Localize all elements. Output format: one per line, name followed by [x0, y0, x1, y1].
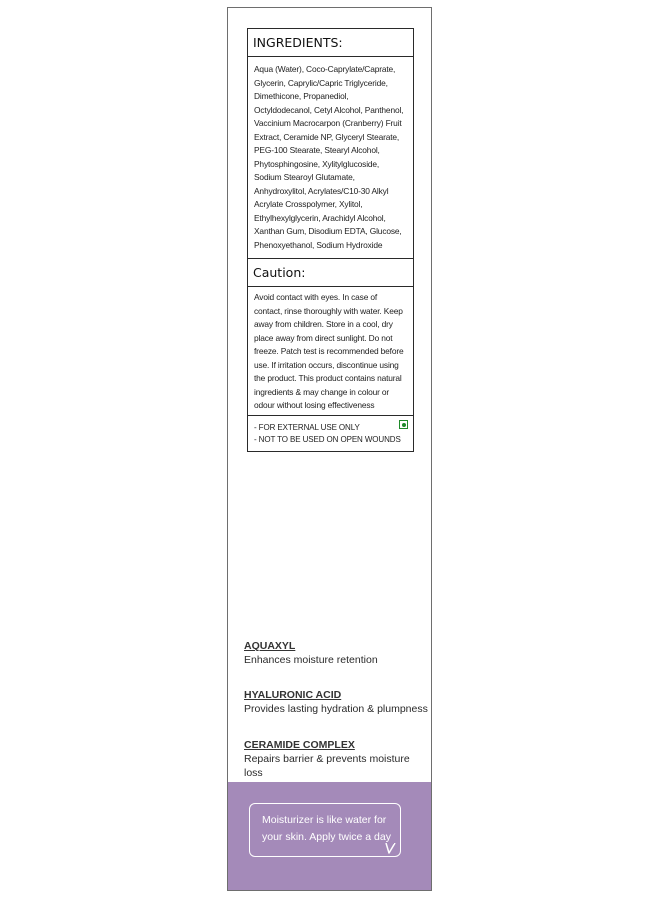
- feature-ceramide-complex: [244, 738, 429, 780]
- feature-name: CERAMIDE COMPLEX: [244, 739, 355, 751]
- feature-hyaluronic-acid: [244, 688, 429, 716]
- tagline-line-2: your skin. Apply twice a day: [262, 831, 391, 843]
- vegetarian-mark-icon: [399, 420, 408, 429]
- caution-heading: Caution:: [248, 258, 413, 287]
- warning-open-wounds: - NOT TO BE USED ON OPEN WOUNDS: [254, 435, 401, 444]
- ingredients-caution-box: [247, 28, 414, 452]
- feature-description: Enhances moisture retention: [244, 654, 378, 666]
- warning-list: [248, 415, 413, 451]
- speech-bubble-tail-icon: [385, 843, 397, 855]
- tagline-band: [228, 782, 431, 890]
- ingredients-heading: INGREDIENTS:: [248, 29, 413, 57]
- ingredients-text: Aqua (Water), Coco-Caprylate/Caprate, Glycerin, Caprylic/Capric Triglyceride, Dimethicone, Propanediol, Octyldodecanol, Cetyl Alcohol, Panthenol, Vaccinium Macrocarpon (Cranberry) Fruit Extract, Ceramide NP, Glyceryl Stearate, PEG-100 Stearate, Stearyl Alcohol, Phytosphingosine, Xylitylglucoside, Sodium Stearoyl Glutamate, Anhydroxylitol, Acrylates/C10-30 Alkyl Acrylate Crosspolymer, Xylitol, Ethylhexylglycerin, Arachidyl Alcohol, Xanthan Gum, Disodium EDTA, Glucose, Phenoxyethanol, Sodium Hydroxide: [254, 64, 404, 250]
- feature-description: Provides lasting hydration & plumpness: [244, 703, 428, 715]
- warning-external-use: - FOR EXTERNAL USE ONLY: [254, 423, 360, 432]
- speech-bubble: [249, 803, 401, 857]
- feature-aquaxyl: [244, 639, 429, 667]
- feature-description: Repairs barrier & prevents moisture loss: [244, 753, 410, 779]
- feature-name: HYALURONIC ACID: [244, 689, 342, 701]
- product-label-panel: [227, 7, 432, 891]
- caution-text: Avoid contact with eyes. In case of contact, rinse thoroughly with water. Keep away from children. Store in a cool, dry place away from direct sunlight. Do not freeze. Patch test is recommended before use. If irritation occurs, discontinue using the product. This product contains natural ingredients & may change in colour or odour without losing effectiveness: [254, 292, 404, 410]
- tagline-line-1: Moisturizer is like water for: [262, 814, 387, 826]
- feature-name: AQUAXYL: [244, 640, 296, 652]
